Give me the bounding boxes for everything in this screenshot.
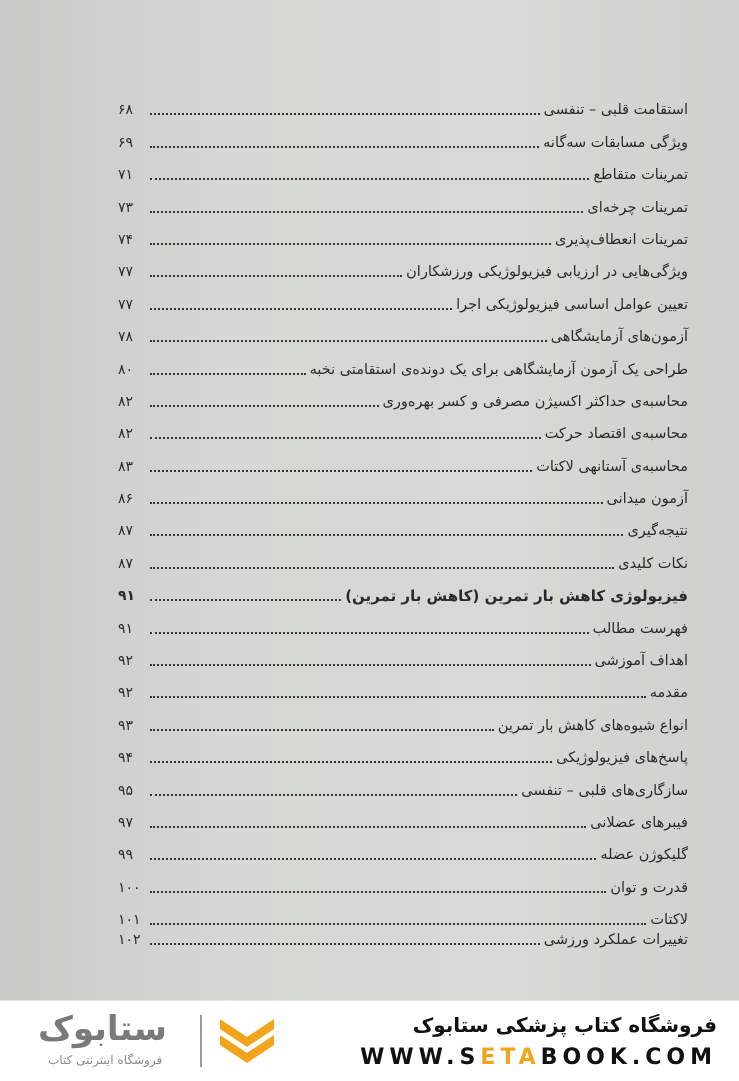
toc-entry-title: فیزیولوژی کاهش بار تمرین (کاهش بار تمرین) <box>345 587 688 606</box>
toc-entry-title: تعیین عوامل اساسی فیزیولوژیکی اجرا <box>456 296 688 313</box>
dot-leader <box>150 242 551 245</box>
toc-entry-title: طراحی یک آزمون آزمایشگاهی برای یک دونده‌ی استقامتی نخبه <box>309 361 688 378</box>
dot-leader <box>150 274 402 277</box>
toc-page-number: ۹۷ <box>118 814 134 831</box>
dot-leader <box>150 857 596 860</box>
toc-entry-title: ویژگی‌هایی در ارزیابی فیزیولوژیکی ورزشکاران <box>406 264 688 281</box>
toc-entry-title: نکات کلیدی <box>618 555 688 572</box>
toc-row <box>118 574 688 606</box>
toc-row <box>118 185 688 217</box>
toc-page-number: ۱۰۰ <box>118 879 141 896</box>
toc-entry-title: تمرینات انعطاف‌پذیری <box>555 231 688 248</box>
toc-page-number: ۷۴ <box>118 231 134 248</box>
toc-entry-title: محاسبه‌ی اقتصاد حرکت <box>544 426 688 443</box>
url-accent: ETA <box>480 1045 541 1070</box>
toc-entry-title: تغییرات عملکرد ورزشی <box>543 932 688 949</box>
toc-entry-title: ویژگی مسابقات سه‌گانه <box>543 134 688 151</box>
toc-page-number: ۷۷ <box>118 264 134 281</box>
dot-leader <box>150 825 586 828</box>
toc-page-number: ۱۰۱ <box>118 912 141 929</box>
dot-leader <box>150 663 591 666</box>
toc-row <box>118 477 688 509</box>
dot-leader <box>150 890 606 893</box>
toc-entry-title: اهداف آموزشی <box>594 653 688 670</box>
toc-row <box>118 444 688 476</box>
dot-leader <box>150 469 532 472</box>
toc-page-number: ۸۲ <box>118 426 134 443</box>
dot-leader <box>150 728 494 731</box>
toc-page-number: ۹۴ <box>118 750 134 767</box>
dot-leader <box>150 533 623 536</box>
logo-subtitle: فروشگاه اینترنتی کتاب <box>48 1053 163 1067</box>
toc-entry-title: استقامت قلبی – تنفسی <box>543 102 688 119</box>
toc-entry-title: گلیکوژن عضله <box>600 847 688 864</box>
toc-entry-title: فهرست مطالب <box>592 620 688 637</box>
dot-leader <box>150 177 589 180</box>
toc-row <box>118 865 688 897</box>
dot-leader <box>150 922 646 925</box>
toc-page-number: ۷۸ <box>118 329 134 346</box>
dot-leader <box>150 372 306 375</box>
toc-entry-title: سازگاری‌های قلبی – تنفسی <box>521 782 688 799</box>
dot-leader <box>150 307 452 310</box>
toc-entry-title: آزمون‌های آزمایشگاهی <box>550 329 688 346</box>
toc-entry-title: قدرت و توان <box>610 879 688 896</box>
dot-leader <box>150 339 547 342</box>
dot-leader <box>150 501 603 504</box>
toc-page-number: ۶۹ <box>118 134 134 151</box>
toc-page-number: ۹۹ <box>118 847 134 864</box>
logo-wordmark: ستابوک <box>38 1009 167 1049</box>
toc-page-number: ۶۸ <box>118 102 134 119</box>
dot-leader <box>150 145 539 148</box>
toc-entry-title: تمرینات متقاطع <box>593 167 688 184</box>
store-name: فروشگاه کتاب پزشکی ستابوک <box>412 1013 717 1037</box>
toc-row <box>118 801 688 833</box>
dot-leader <box>150 210 583 213</box>
table-of-contents <box>118 88 688 950</box>
toc-page-number: ۹۲ <box>118 685 134 702</box>
dot-leader <box>150 598 341 601</box>
store-banner <box>0 1000 739 1081</box>
toc-page-number: ۷۳ <box>118 199 134 216</box>
toc-page-number: ۸۶ <box>118 491 134 508</box>
toc-page-number: ۹۲ <box>118 653 134 670</box>
book-logo-icon <box>216 1015 278 1067</box>
toc-page-number: ۸۳ <box>118 458 134 475</box>
toc-entry-title: تمرینات چرخه‌ای <box>587 199 688 216</box>
toc-row <box>118 541 688 573</box>
toc-entry-title: پاسخ‌های فیزیولوژیکی <box>556 750 688 767</box>
toc-page-number: ۸۷ <box>118 555 134 572</box>
toc-entry-title: لاکتات <box>650 912 688 929</box>
toc-row <box>118 218 688 250</box>
toc-entry-title: نتیجه‌گیری <box>627 523 688 540</box>
toc-row <box>118 736 688 768</box>
toc-page-number: ۷۱ <box>118 167 134 184</box>
toc-row <box>118 120 688 152</box>
toc-row <box>118 282 688 314</box>
toc-page-number: ۱۰۲ <box>118 932 141 949</box>
toc-entry-title: محاسبه‌ی آستانهی لاکتات <box>536 458 688 475</box>
toc-entry-title: محاسبه‌ی حداکثر اکسیژن مصرفی و کسر بهره‌وری <box>382 393 688 410</box>
dot-leader <box>150 942 540 945</box>
toc-row <box>118 703 688 735</box>
toc-row <box>118 833 688 865</box>
toc-entry-title: فیبرهای عضلانی <box>590 814 688 831</box>
toc-row <box>118 509 688 541</box>
toc-row <box>118 606 688 638</box>
toc-page-number: ۹۵ <box>118 782 134 799</box>
toc-row <box>118 639 688 671</box>
toc-page-number: ۷۷ <box>118 296 134 313</box>
store-url[interactable] <box>360 1045 717 1070</box>
toc-row <box>118 380 688 412</box>
toc-row <box>118 930 688 950</box>
toc-page-number: ۸۷ <box>118 523 134 540</box>
url-prefix: WWW.S <box>360 1045 481 1070</box>
toc-row <box>118 671 688 703</box>
toc-row <box>118 153 688 185</box>
dot-leader <box>150 760 552 763</box>
toc-row <box>118 898 688 930</box>
toc-entry-title: آزمون میدانی <box>606 491 688 508</box>
toc-entry-title: انواع شیوه‌های کاهش بار تمرین <box>497 717 688 734</box>
toc-page-number: ۸۰ <box>118 361 134 378</box>
dot-leader <box>150 631 589 634</box>
toc-row <box>118 250 688 282</box>
dot-leader <box>150 404 379 407</box>
toc-page-number: ۹۱ <box>118 620 134 637</box>
toc-row <box>118 88 688 120</box>
toc-page-number: ۹۳ <box>118 717 134 734</box>
dot-leader <box>150 695 646 698</box>
dot-leader <box>150 793 517 796</box>
toc-row <box>118 315 688 347</box>
toc-entry-title: مقدمه <box>649 685 688 702</box>
dot-leader <box>150 112 540 115</box>
dot-leader <box>150 566 614 569</box>
toc-row <box>118 768 688 800</box>
toc-page-number: ۸۲ <box>118 393 134 410</box>
toc-row <box>118 347 688 379</box>
logo-divider <box>200 1015 202 1067</box>
toc-row <box>118 412 688 444</box>
dot-leader <box>150 436 541 439</box>
url-suffix: BOOK.COM <box>540 1045 717 1070</box>
toc-page-number: ۹۱ <box>118 588 136 605</box>
